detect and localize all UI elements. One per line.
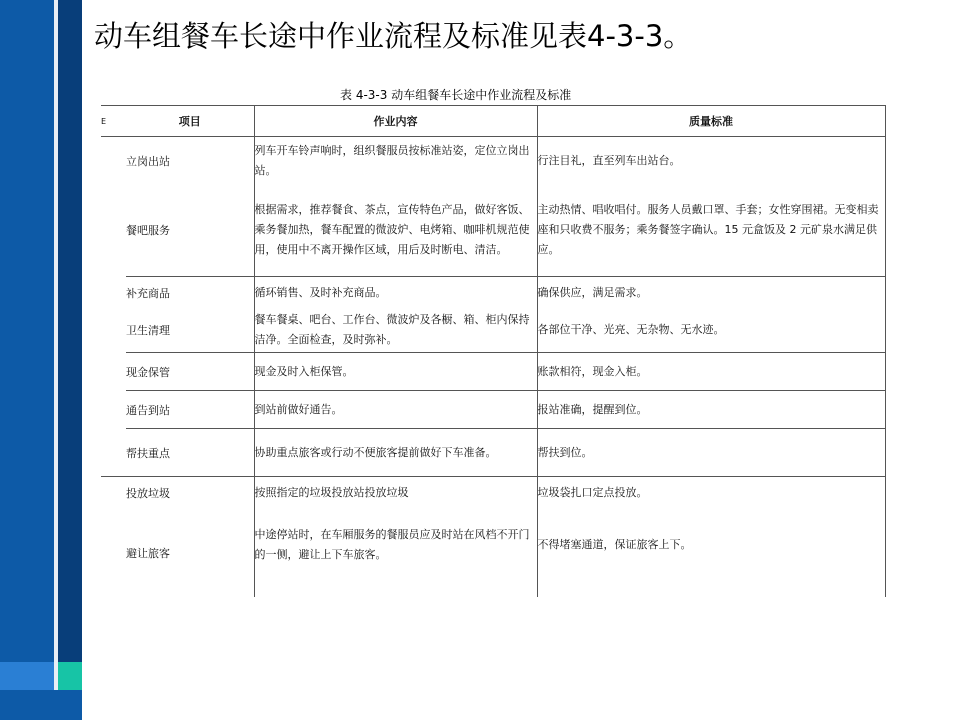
item-cell: 补充商品	[126, 277, 254, 309]
table-header-row	[101, 106, 885, 137]
item-cell: 通告到站	[126, 391, 254, 429]
item-cell: 避让旅客	[126, 509, 254, 597]
quality-cell: 各部位干净、光亮、无杂物、无水迹。	[537, 309, 885, 353]
content-cell: 按照指定的垃圾投放站投放垃圾	[254, 477, 537, 509]
item-cell: 现金保管	[126, 353, 254, 391]
blank-cell	[101, 391, 126, 429]
content-cell: 到站前做好通告。	[254, 391, 537, 429]
table-row	[101, 277, 885, 309]
content-cell: 餐车餐桌、吧台、工作台、微波炉及各橱、箱、柜内保持洁净。全面检查，及时弥补。	[254, 309, 537, 353]
left-dark-bar	[58, 0, 82, 720]
item-cell: 帮扶重点	[126, 429, 254, 477]
header-quality: 质量标准	[537, 106, 885, 137]
table-caption: 表 4-3-3 动车组餐车长途中作业流程及标准	[340, 88, 572, 102]
standards-table	[101, 105, 886, 597]
table-container	[101, 105, 886, 597]
content-cell: 列车开车铃声响时，组织餐服员按标准站姿，定位立岗出站。	[254, 137, 537, 185]
blank-cell	[101, 277, 126, 309]
item-cell: 投放垃圾	[126, 477, 254, 509]
content-cell: 中途停站时，在车厢服务的餐服员应及时站在风档不开门的一侧，避让上下车旅客。	[254, 509, 537, 597]
item-cell: 餐吧服务	[126, 185, 254, 277]
table-row	[101, 309, 885, 353]
left-blue-bar	[0, 0, 54, 720]
left-marker	[101, 106, 126, 137]
table-row	[101, 185, 885, 277]
quality-cell: 确保供应，满足需求。	[537, 277, 885, 309]
quality-cell: 主动热情、唱收唱付。服务人员戴口罩、手套；女性穿围裙。无变相卖座和只收费不服务；乘务餐签字确认。15 元盒饭及 2 元矿泉水满足供应。	[537, 185, 885, 277]
blank-cell	[101, 353, 126, 391]
left-light-block	[0, 662, 54, 690]
blank-cell	[101, 509, 126, 597]
content-cell: 循环销售、及时补充商品。	[254, 277, 537, 309]
content-cell: 现金及时入柜保管。	[254, 353, 537, 391]
green-accent-block	[58, 662, 82, 690]
header-item: 项目	[126, 106, 254, 137]
item-cell: 立岗出站	[126, 137, 254, 185]
content-cell: 协助重点旅客或行动不便旅客提前做好下车准备。	[254, 429, 537, 477]
table-row	[101, 353, 885, 391]
quality-cell: 垃圾袋扎口定点投放。	[537, 477, 885, 509]
left-marker-text: E	[101, 116, 107, 126]
quality-cell: 报站准确，提醒到位。	[537, 391, 885, 429]
content-cell: 根据需求，推荐餐食、茶点，宣传特色产品，做好客饭、乘务餐加热，餐车配置的微波炉、电烤箱、咖啡机规范使用，使用中不离开操作区域，用后及时断电、清洁。	[254, 185, 537, 277]
table-row	[101, 477, 885, 509]
quality-cell: 帮扶到位。	[537, 429, 885, 477]
item-cell: 卫生清理	[126, 309, 254, 353]
blank-cell	[101, 309, 126, 353]
header-content: 作业内容	[254, 106, 537, 137]
left-bottom-block	[0, 690, 82, 720]
table-row	[101, 509, 885, 597]
table-row	[101, 137, 885, 185]
quality-cell: 账款相符，现金入柜。	[537, 353, 885, 391]
table-row	[101, 429, 885, 477]
quality-cell: 不得堵塞通道，保证旅客上下。	[537, 509, 885, 597]
slide-title: 动车组餐车长途中作业流程及标准见表4-3-3。	[94, 19, 693, 53]
blank-cell	[101, 477, 126, 509]
table-row	[101, 391, 885, 429]
blank-cell	[101, 429, 126, 477]
blank-cell	[101, 137, 126, 185]
blank-cell	[101, 185, 126, 277]
quality-cell: 行注目礼，直至列车出站台。	[537, 137, 885, 185]
